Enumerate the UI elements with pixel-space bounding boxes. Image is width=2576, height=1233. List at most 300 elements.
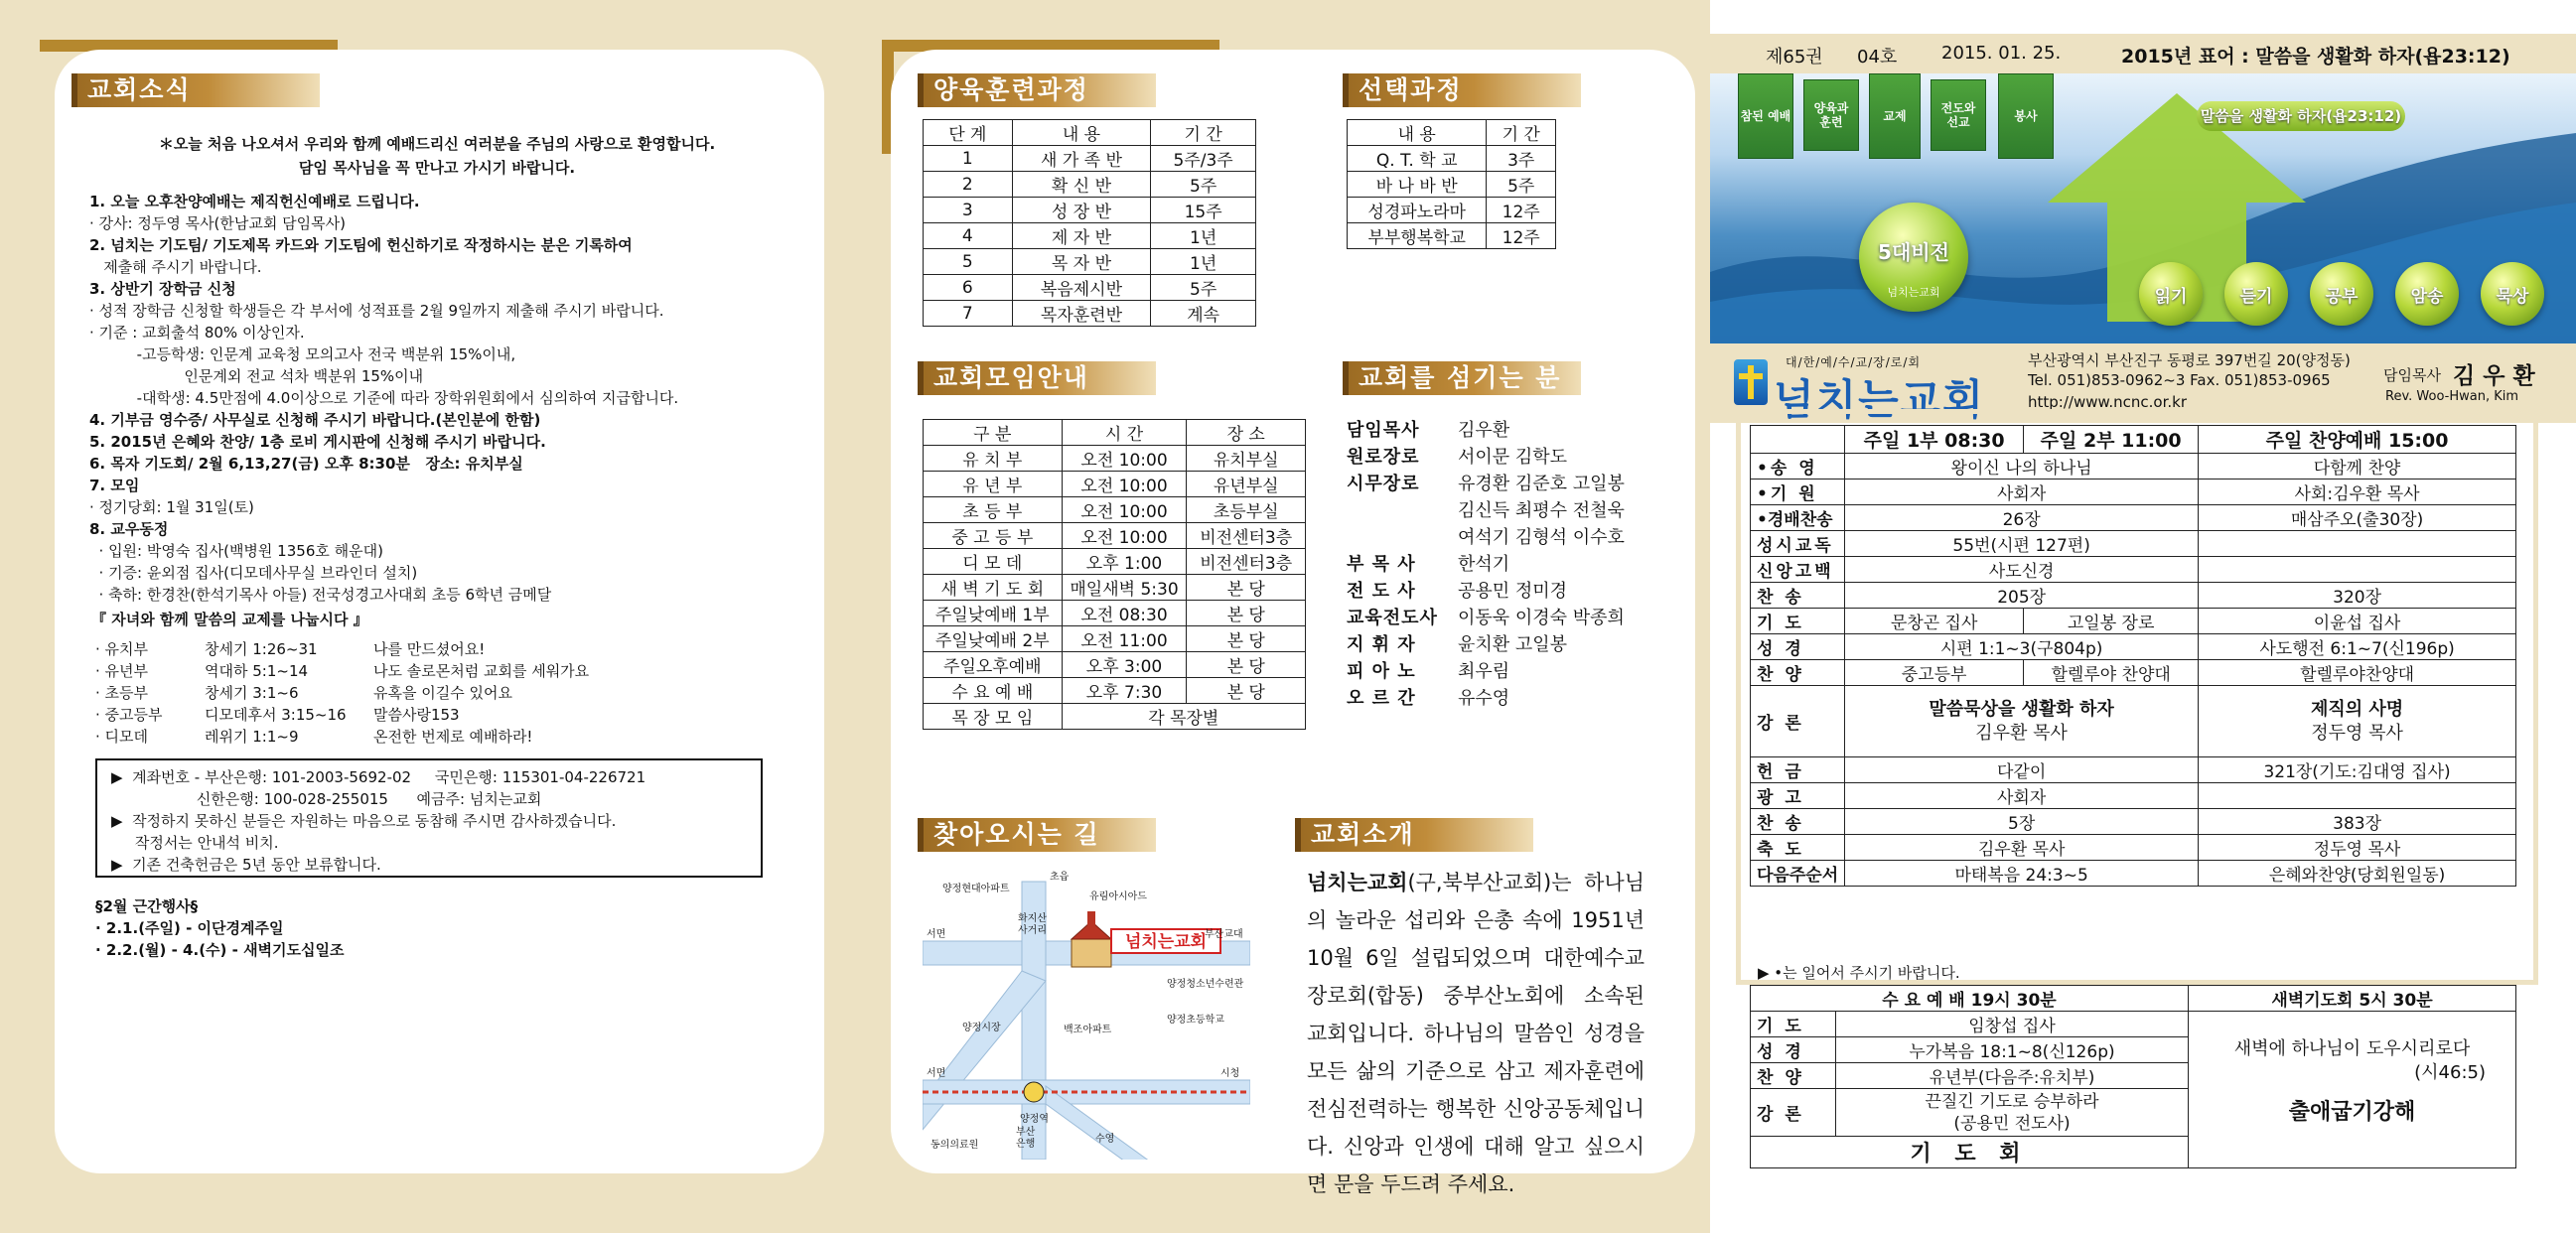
table-row (1751, 686, 2516, 757)
bible-plan-cell: · 유치부 (95, 640, 149, 658)
worship-label: •경배찬송 (1751, 505, 1845, 531)
table-cell: 각 목장별 (1062, 704, 1305, 730)
news-item-head: 5. 2015년 은혜와 찬양/ 1층 로비 게시판에 신청해 주시기 바랍니다. (89, 433, 546, 451)
table-cell: 12주 (1487, 198, 1556, 223)
worship-am (1845, 686, 2199, 757)
wed-label-scripture: 성 경 (1751, 1037, 1836, 1063)
table-header-cell: 기 간 (1151, 120, 1256, 146)
table-cell: 성 장 반 (1012, 198, 1151, 223)
worship-label: 다음주순서 (1751, 861, 1845, 887)
sermon-speaker: 김우환 목사 (1975, 722, 2068, 744)
table-cell: 주일오후예배 (924, 652, 1063, 678)
table-cell: 바 나 바 반 (1348, 172, 1487, 198)
map-label-station: 양정역 (1020, 1114, 1049, 1125)
bible-plan-cell: · 초등부 (95, 684, 149, 702)
table-cell: 목 자 반 (1012, 249, 1151, 275)
year-motto: 2015년 표어 : 말씀을 생활화 하자(욥23:12) (2121, 46, 2510, 68)
news-item-line: -고등학생: 인문계 교육청 모의고사 전국 백분위 15%이내, (89, 345, 516, 363)
worship-am: 사회자 (1845, 783, 2199, 809)
table-cell: 주일낮예배 2부 (924, 626, 1063, 652)
intro-church-name: 넘치는교회 (1307, 871, 1408, 894)
table-header-cell: 기 간 (1487, 120, 1556, 146)
habit-bubble: 암송 (2395, 262, 2459, 326)
intro-text (1307, 864, 1645, 1203)
wed-label-prayer: 기 도 (1751, 1012, 1836, 1037)
table-row (924, 652, 1306, 678)
intro-body: (구,북부산교회)는 하나님의 놀라운 섭리와 은총 속에 1951년 10월 6일 설립되었으며 대한예수교 장로회(합동) 중부산노회에 소속된 교회입니다. 하나님의 말씀인 성경을 모든 삶의 기준으로 삼고 제자훈련에 전심전력하는 행복한 신앙공동체입니다. 신앙과 인생에 대해 알고 싶으시면 문을 두드려 주세요. (1307, 871, 1645, 1196)
account-box: ▶ 계좌번호 - 부산은행: 101-2003-5692-02 국민은행: 115301-04-226721 신한은행: 100-028-255015 예금주: 넘치는교회 ▶ 작정하지 못하신 분들은 자원하는 마음으로 동참해 주시면 감사하겠습니다. 작정서는 안내석 비치. ▶ 기존 건축헌금은 5년 동안 보류합니다. (95, 758, 763, 878)
servant-names: 윤치환 고일봉 (1458, 634, 1568, 655)
pastor-english: Rev. Woo-Hwan, Kim (2385, 389, 2519, 404)
table-cell: 5주 (1151, 172, 1256, 198)
worship-pm: 정두영 목사 (2199, 835, 2516, 861)
table-cell: 6 (924, 275, 1013, 301)
worship-pm: 321장(기도:김대영 집사) (2199, 757, 2516, 783)
table-row (924, 626, 1306, 652)
table-cell: 새 가 족 반 (1012, 146, 1151, 172)
dawn-ref: (시46:5) (2414, 1062, 2486, 1083)
table-row (924, 472, 1306, 497)
table-cell: 중 고 등 부 (924, 523, 1063, 549)
table-cell: 디 모 데 (924, 549, 1063, 575)
worship-pm (2199, 783, 2516, 809)
table-row (924, 549, 1306, 575)
table-row (924, 446, 1306, 472)
table-header-cell: 구 분 (924, 420, 1063, 446)
wed-scripture: 누가복음 18:1~8(신126p) (1836, 1037, 2189, 1063)
servant-names: 김우환 (1458, 420, 1510, 441)
worship-am: 시편 1:1~3(구804p) (1845, 634, 2199, 660)
servant-row (1347, 605, 1684, 631)
table-row (1751, 809, 2516, 835)
servant-role: 피 아 노 (1347, 661, 1416, 682)
table-cell: 제 자 반 (1012, 223, 1151, 249)
table-cell: 본 당 (1187, 601, 1306, 626)
church-url: http://www.ncnc.or.kr (2028, 393, 2188, 411)
servant-role: 지 휘 자 (1347, 634, 1416, 655)
intro-title: 교회소개 (1295, 818, 1533, 852)
table-row (924, 146, 1256, 172)
news-item-head: 2. 넘치는 기도팀/ 기도제목 카드와 기도팀에 헌신하기로 작정하시는 분은 기록하여 (89, 236, 633, 254)
worship-pm: 다함께 찬양 (2199, 454, 2516, 480)
table-cell: 초 등 부 (924, 497, 1063, 523)
servant-names: 이동욱 이경숙 박종희 (1458, 608, 1625, 628)
table-header-row (1751, 426, 2516, 454)
table-header-cell: 시 간 (1062, 420, 1187, 446)
table-cell: 오전 10:00 (1062, 446, 1187, 472)
table-cell: 목 장 모 임 (924, 704, 1063, 730)
elective-title: 선택과정 (1343, 73, 1581, 107)
news-item-line: 제출해 주시기 바랍니다. (89, 258, 262, 276)
news-item-head: 4. 기부금 영수증/ 사무실로 신청해 주시기 바랍니다.(본인분에 한함) (89, 411, 541, 429)
station-icon (1024, 1082, 1044, 1102)
dawn-header: 새벽기도회 5시 30분 (2189, 986, 2516, 1012)
table-cell: 오전 10:00 (1062, 523, 1187, 549)
table-header-cell: 주일 2부 11:00 (2024, 426, 2199, 454)
bible-plan-cell: · 유년부 (95, 662, 149, 680)
map-label-youth: 양정청소년수련관 (1167, 979, 1244, 990)
table-cell: 15주 (1151, 198, 1256, 223)
map-label-left-top: 서면 (927, 929, 946, 940)
servants-title: 교회를 섬기는 분들 (1343, 361, 1581, 395)
table-cell: 7 (924, 301, 1013, 327)
bible-plan-cell: · 중고등부 (95, 706, 163, 724)
table-cell: 유치부실 (1187, 446, 1306, 472)
vision-sub: 넘치는교회 (1887, 286, 1940, 299)
table-cell: 1 (924, 146, 1013, 172)
directions-title: 찾아오시는 길 (918, 818, 1156, 852)
table-cell: 비전센터3층 (1187, 523, 1306, 549)
worship-label: 광 고 (1751, 783, 1845, 809)
wed-label-sermon: 강 론 (1751, 1089, 1836, 1137)
bible-plan-cell: 온전한 번제로 예배하라! (373, 728, 533, 746)
servant-row (1347, 444, 1684, 471)
table-row (924, 275, 1256, 301)
table-cell: 오전 10:00 (1062, 472, 1187, 497)
worship-label: 성시교독 (1751, 531, 1845, 557)
servant-names: 서이문 김학도 (1458, 447, 1568, 468)
vision-flag: 전도와 선교 (1931, 79, 1986, 151)
news-item-line: · 기준 : 교회출석 80% 이상인자. (89, 324, 305, 342)
table-cell: 본 당 (1187, 626, 1306, 652)
servant-row (1347, 685, 1684, 712)
news-item-line: -대학생: 4.5만점에 4.0이상으로 기준에 따라 장학위원회에서 심의하여 지급합니다. (89, 389, 679, 407)
table-header-cell (1751, 426, 1845, 454)
table-row (924, 678, 1306, 704)
habit-bubble: 읽기 (2139, 262, 2203, 326)
servant-role: 담임목사 (1347, 420, 1420, 441)
worship-label: 찬 양 (1751, 660, 1845, 686)
servant-role: 원로장로 (1347, 447, 1420, 468)
table-cell: 유 치 부 (924, 446, 1063, 472)
news-item-line: · 기증: 윤외점 집사(디모데사무실 브라인더 설치) (89, 564, 418, 582)
wed-sermon-title: 끈질긴 기도로 승부하라 (1925, 1091, 2099, 1112)
servant-names: 공용민 정미경 (1458, 581, 1568, 602)
table-cell: 복음제시반 (1012, 275, 1151, 301)
servant-role: 교육전도사 (1347, 608, 1438, 628)
wed-sermon (1836, 1089, 2189, 1137)
table-row (1751, 557, 2516, 583)
habit-bubble: 듣기 (2224, 262, 2288, 326)
table-row (924, 523, 1306, 549)
bible-plan-cell: 창세기 1:26~31 (205, 640, 318, 658)
worship-am2: 고일봉 장로 (2024, 609, 2199, 634)
table-cell: 새 벽 기 도 회 (924, 575, 1063, 601)
table-row (1751, 454, 2516, 480)
table-cell: 5주 (1487, 172, 1556, 198)
table-row (1348, 198, 1556, 223)
denomination: 대/한/예/수/교/장/로/회 (1786, 355, 1922, 369)
table-row (1348, 223, 1556, 249)
map-label-suyeong: 수영 (1095, 1134, 1115, 1145)
servant-names: 유수영 (1458, 688, 1510, 709)
wed-sermon-speaker: (공용민 전도사) (1953, 1113, 2071, 1134)
table-cell: 오후 1:00 (1062, 549, 1187, 575)
worship-pm: 사도행전 6:1~7(신196p) (2199, 634, 2516, 660)
directions-map (923, 862, 1250, 1160)
prayer-meeting-footer: 기 도 회 (1751, 1137, 2189, 1168)
table-cell: 오전 10:00 (1062, 497, 1187, 523)
news-item-line: · 정기당회: 1월 31일(토) (89, 498, 254, 516)
worship-am: 왕이신 나의 하나님 (1845, 454, 2199, 480)
worship-label: •송 영 (1751, 454, 1845, 480)
table-row (1751, 583, 2516, 609)
table-header-cell: 단 계 (924, 120, 1013, 146)
table-cell: 성경파노라마 (1348, 198, 1487, 223)
table-cell: 오전 08:30 (1062, 601, 1187, 626)
servant-role: 전 도 사 (1347, 581, 1416, 602)
servant-row (1347, 417, 1684, 444)
table-header-row (924, 120, 1256, 146)
table-header-cell: 내 용 (1012, 120, 1151, 146)
bible-plan-cell: 레위기 1:1~9 (205, 728, 299, 746)
worship-am: 마태복음 24:3~5 (1845, 861, 2199, 887)
table-header-cell: 주일 1부 08:30 (1845, 426, 2024, 454)
map-label-apt1: 양정현대아파트 (942, 884, 1010, 894)
table-cell: 12주 (1487, 223, 1556, 249)
news-title: 교회소식 (72, 73, 320, 107)
training-title: 양육훈련과정 (918, 73, 1156, 107)
news-item-head: 8. 교우동정 (89, 520, 169, 538)
table-header-row (1348, 120, 1556, 146)
table-cell: 5주 (1151, 275, 1256, 301)
vision-banner (1710, 73, 2576, 343)
bible-plan-cell: · 디모데 (95, 728, 149, 746)
table-cell: 매일새벽 5:30 (1062, 575, 1187, 601)
map-label-crossroad-2: 사거리 (1018, 925, 1047, 936)
worship-label: 찬 송 (1751, 809, 1845, 835)
table-cell: 3주 (1487, 146, 1556, 172)
issue-date: 2015. 01. 25. (1941, 43, 2062, 64)
welcome-text: ＊오늘 처음 나오셔서 우리와 함께 예배드리신 여러분을 주님의 사랑으로 환영합니다. 담임 목사님을 꼭 만나고 가시기 바랍니다. (158, 135, 716, 177)
worship-am: 55번(시편 127편) (1845, 531, 2199, 557)
servant-names: 최우림 (1458, 661, 1510, 682)
arrow-caption: 말씀을 생활화 하자(욥23:12) (2197, 101, 2405, 131)
table-row (1751, 861, 2516, 887)
table-row (1751, 609, 2516, 634)
event-2: · 2.2.(월) - 4.(수) - 새벽기도십일조 (95, 941, 345, 959)
table-header-row (924, 420, 1306, 446)
sermon-speaker: 정두영 목사 (2311, 722, 2403, 744)
servant-row (1347, 551, 1684, 578)
news-item-line: · 축하: 한경찬(한석기목사 아들) 전국성경고사대회 초등 6학년 금메달 (89, 586, 552, 604)
map-label-crossroad: 화지산 (1018, 913, 1047, 924)
table-cell: 3 (924, 198, 1013, 223)
table-row (924, 601, 1306, 626)
table-cell: 유년부실 (1187, 472, 1306, 497)
dawn-text: 새벽에 하나님이 도우시리로다 (2233, 1038, 2471, 1059)
worship-am1: 문창곤 집사 (1845, 609, 2024, 634)
events-heading: §2월 근간행사§ (95, 897, 199, 915)
table-row (1751, 505, 2516, 531)
meetings-title: 교회모임안내 (918, 361, 1156, 395)
map-label-bank-2: 은행 (1016, 1139, 1036, 1150)
worship-am: 26장 (1845, 505, 2199, 531)
vision-circle (1859, 203, 1968, 312)
table-cell: 유 년 부 (924, 472, 1063, 497)
worship-label: •기 원 (1751, 480, 1845, 505)
table-cell: 목자훈련반 (1012, 301, 1151, 327)
pastor-label: 담임목사 (2383, 366, 2441, 384)
servant-role: 부 목 사 (1347, 554, 1416, 575)
news-item-line: 인문계외 전교 석차 백분위 15%이내 (89, 367, 424, 385)
map-label-city-hall: 시청 (1220, 1068, 1240, 1079)
table-header-cell: 내 용 (1348, 120, 1487, 146)
worship-pm: 매삼주오(출30장) (2199, 505, 2516, 531)
table-row (1751, 480, 2516, 505)
wed-prayer: 임창섭 집사 (1836, 1012, 2189, 1037)
table-cell: 2 (924, 172, 1013, 198)
servants-roster (1347, 417, 1684, 712)
map-label-school1: 초읍 (1050, 872, 1070, 883)
table-row (1751, 634, 2516, 660)
habit-bubble: 묵상 (2481, 262, 2544, 326)
table-cell: 본 당 (1187, 678, 1306, 704)
worship-pm: 이윤섭 집사 (2199, 609, 2516, 634)
table-row (1751, 783, 2516, 809)
church-address: 부산광역시 부산진구 동평로 397번길 20(양정동) (2028, 351, 2351, 369)
news-item-head: 3. 상반기 장학금 신청 (89, 280, 236, 298)
worship-pm: 할렐루야찬양대 (2199, 660, 2516, 686)
worship-label: 찬 송 (1751, 583, 1845, 609)
servant-row (1347, 658, 1684, 685)
worship-am: 다같이 (1845, 757, 2199, 783)
church-building (1072, 911, 1111, 967)
table-row (924, 249, 1256, 275)
bible-plan-cell: 유혹을 이길수 있어요 (373, 684, 512, 702)
table-cell: 부부행복학교 (1348, 223, 1487, 249)
table-cell: 5주/3주 (1151, 146, 1256, 172)
table-row (1751, 531, 2516, 557)
worship-pm (2199, 557, 2516, 583)
map-label-baekjo: 백조아파트 (1064, 1025, 1112, 1035)
servant-row (1347, 471, 1684, 551)
news-item-head: 7. 모임 (89, 477, 140, 494)
vision-label: 5대비전 (1878, 240, 1949, 264)
worship-label: 강 론 (1751, 686, 1845, 757)
standing-note: ▶ •는 일어서 주시기 바랍니다. (1758, 964, 1960, 982)
table-cell: 확 신 반 (1012, 172, 1151, 198)
bible-plan-cell: 나도 솔로몬처럼 교회를 세워가요 (373, 662, 590, 680)
table-cell: 비전센터3층 (1187, 549, 1306, 575)
worship-am: 사도신경 (1845, 557, 2199, 583)
servant-role: 오 르 간 (1347, 688, 1416, 709)
news-item-line: · 강사: 정두영 목사(한남교회 담임목사) (89, 214, 346, 232)
sunday-worship-table (1750, 425, 2516, 887)
meetings-table (923, 419, 1306, 730)
worship-am: 사회자 (1845, 480, 2199, 505)
table-cell: 본 당 (1187, 652, 1306, 678)
dawn-body (2189, 1012, 2516, 1168)
table-cell: 계속 (1151, 301, 1256, 327)
servant-role: 시무장로 (1347, 474, 1420, 494)
wed-label-praise: 찬 양 (1751, 1063, 1836, 1089)
elective-table (1347, 119, 1556, 249)
table-row (1751, 757, 2516, 783)
volume: 제65권 (1766, 47, 1823, 68)
vision-flag: 교제 (1869, 73, 1921, 159)
worship-label: 신앙고백 (1751, 557, 1845, 583)
worship-label: 성 경 (1751, 634, 1845, 660)
servant-row (1347, 631, 1684, 658)
worship-label: 기 도 (1751, 609, 1845, 634)
news-item-line: · 입원: 박영숙 집사(백병원 1356호 해운대) (89, 542, 383, 560)
table-cell: 본 당 (1187, 575, 1306, 601)
map-label-hospital: 동의의료원 (930, 1140, 979, 1151)
table-cell: 오전 11:00 (1062, 626, 1187, 652)
worship-am2: 할렐루야 찬양대 (2024, 660, 2199, 686)
servant-names: 유경환 김준호 고일봉 김신득 최평수 전철욱 여석기 김형석 이수호 (1458, 474, 1625, 548)
bible-plan-cell: 나를 만드셨어요! (373, 640, 486, 658)
sermon-title: 제직의 사명 (2310, 698, 2404, 720)
habit-bubble: 공부 (2310, 262, 2373, 326)
map-label-apt2: 유림아시아드 (1089, 891, 1147, 902)
worship-am: 김우환 목사 (1845, 835, 2199, 861)
worship-label: 축 도 (1751, 835, 1845, 861)
map-label-elem: 양정초등학교 (1167, 1015, 1224, 1026)
table-cell: 5 (924, 249, 1013, 275)
wednesday-header: 수 요 예 배 19시 30분 (1751, 986, 2189, 1012)
bible-plan-cell: 말씀사랑153 (373, 706, 460, 724)
table-row (924, 172, 1256, 198)
servant-names: 한석기 (1458, 554, 1510, 575)
table-cell: 오후 7:30 (1062, 678, 1187, 704)
vision-flag: 양육과 훈련 (1803, 79, 1859, 151)
table-cell: 오후 3:00 (1062, 652, 1187, 678)
event-1: · 2.1.(주일) - 이단경계주일 (95, 919, 284, 937)
worship-pm: 383장 (2199, 809, 2516, 835)
worship-pm (2199, 531, 2516, 557)
map-label-market: 양정시장 (962, 1023, 1001, 1033)
table-row (924, 575, 1306, 601)
table-row (1751, 660, 2516, 686)
weekday-worship-table (1750, 985, 2516, 1168)
table-row (924, 704, 1306, 730)
worship-label: 헌 금 (1751, 757, 1845, 783)
table-cell: 4 (924, 223, 1013, 249)
vision-flag: 봉사 (1998, 73, 2054, 159)
table-row (924, 198, 1256, 223)
worship-am: 205장 (1845, 583, 2199, 609)
church-phone: Tel. 051)853-0962~3 Fax. 051)853-0965 (2028, 371, 2331, 389)
church-name: 넘치는교회 (1774, 375, 1985, 424)
table-header-cell: 주일 찬양예배 15:00 (2199, 426, 2516, 454)
map-label-bank: 부산 (1016, 1127, 1036, 1138)
table-cell: 초등부실 (1187, 497, 1306, 523)
news-item-head: 6. 목자 기도회/ 2월 6,13,27(금) 오후 8:30분 장소: 유치부실 (89, 455, 523, 473)
wed-praise: 유년부(다음주:유치부) (1836, 1063, 2189, 1089)
table-row (1751, 835, 2516, 861)
table-cell: 수 요 예 배 (924, 678, 1063, 704)
table-cell: Q. T. 학 교 (1348, 146, 1487, 172)
worship-pm: 320장 (2199, 583, 2516, 609)
bible-plan-cell: 역대하 5:1~14 (205, 662, 309, 680)
table-row (1348, 172, 1556, 198)
training-table (923, 119, 1256, 327)
map-label-left-bottom: 서면 (927, 1068, 946, 1079)
table-cell: 주일낮예배 1부 (924, 601, 1063, 626)
table-cell: 1년 (1151, 249, 1256, 275)
worship-pm (2199, 686, 2516, 757)
worship-am: 5장 (1845, 809, 2199, 835)
bible-plan-cell: 디모데후서 3:15~16 (205, 706, 347, 724)
cross-logo-icon (1734, 359, 1768, 405)
worship-pm: 은혜와찬양(당회원일동) (2199, 861, 2516, 887)
map-label-church: 넘치는교회 (1124, 932, 1208, 952)
table-row (924, 223, 1256, 249)
pastor-name: 김 우 환 (2453, 363, 2535, 389)
sermon-title: 말씀묵상을 생활화 하자 (1929, 698, 2114, 720)
